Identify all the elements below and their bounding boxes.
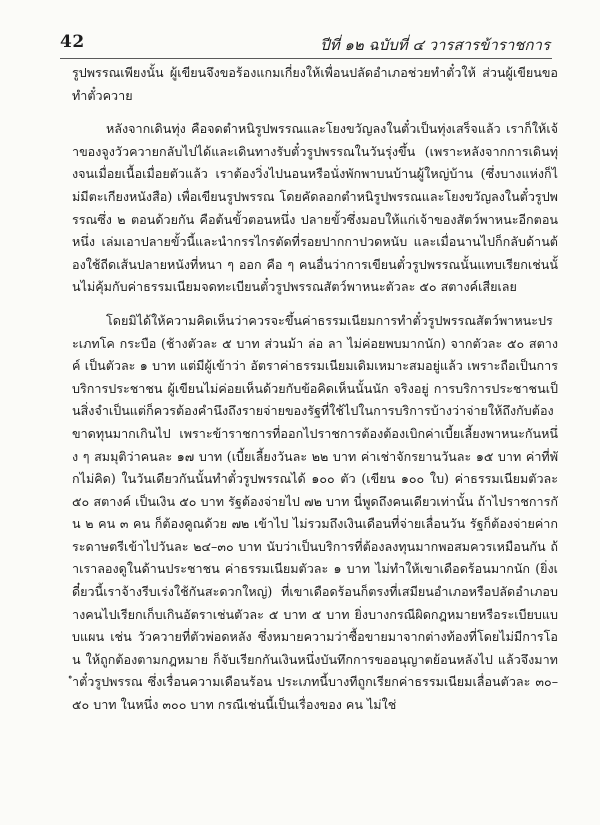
running-header — [60, 32, 550, 54]
paragraph-1: รูปพรรณเพียงนั้น ผู้เขียนจึงขอร้องแกมเกี่ยงให้เพื่อนปลัดอำเภอช่วยทำตั๋วให้ ส่วนผู้เขียนขอทำตั๋วควาย — [72, 65, 558, 103]
paragraph-3: โดยมิได้ให้ความคิดเห็นว่าควรจะขึ้นค่าธรรมเนียมการทำตั๋วรูปพรรณสัตว์พาหนะประเภทโค กระบือ (ช้างตัวละ ๕ บาท ส่วนม้า ล่อ ลา ไม่ค่อยพบมากนัก) จากตัวละ ๕๐ สตางค์ เป็นตัวละ ๑ บาท แต่มีผู้เข้าว่า อัตราค่าธรรมเนียมเดิมเหมาะสมอยู่แล้ว เพราะถือเป็นการบริการประชาชน ผู้เขียนไม่ค่อยเห็นด้วยกับข้อคิดเห็นนั้นนัก จริงอยู่ การบริการประชาชนเป็นสิ่งจำเป็นแต่ก็ควรต้องคำนึงถึงรายจ่ายของรัฐที่ใช้ไปในการบริการบ้างว่าจ่ายให้ถึงกับต้องขาดทุนมากเกินไป เพราะข้าราชการที่ออกไปราชการต้องต้องเบิกค่าเบี้ยเลี้ยงพาหนะกันหนึ่ง ๆ สมมุติว่าคนละ ๑๗ บาท (เบี้ยเลี้ยงวันละ ๒๒ บาท ค่าเช่าจักรยานวันละ ๑๕ บาท ค่าที่พักไม่คิด) ในวันเดียวกันนั้นทำตั๋วรูปพรรณได้ ๑๐๐ ตัว (เขียน ๑๐๐ ใบ) ค่าธรรมเนียมตัวละ ๕๐ สตางค์ เป็นเงิน ๕๐ บาท รัฐต้องจ่ายไป ๗๒ บาท นี่พูดถึงคนเดียวเท่านั้น ถ้าไปราชการกัน ๒ คน ๓ คน ก็ต้องคูณด้วย ๗๒ เข้าไป ไม่รวมถึงเงินเดือนที่จ่ายเลื่อนวัน รัฐก็ต้องจ่ายค่ากระดาษตรีเข้าไปวันละ ๒๔–๓๐ บาท นับว่าเป็นบริการที่ต้องลงทุนมากพอสมควรเหมือนกัน ถ้าเราลองดูในด้านประชาชน ค่าธรรมเนียมตัวละ ๑ บาท ไม่ทำให้เขาเดือดร้อนมากนัก (ยิ่งเดี๋ยวนี้เราจ้างรีบเร่งใช้กันสะดวกใหญ่) ที่เขาเดือดร้อนก็ตรงที่เสมียนอำเภอหรือปลัดอำเภอบางคนไปเรียกเก็บเกินอัตราเช่นตัวละ ๕ บาท ๕ บาท ยิ่งบางกรณีผิดกฎหมายหรือระเบียบแบบแผน เช่น วัวควายที่ตัวพ่อดหลัง ซึ่งหมายความว่าซื้อขายมาจากต่างท้องที่โดยไม่มีการโอน ให้ถูกต้องตามกฎหมาย ก็จับเรียกกันเงินหนึ่งบันทึกการขออนุญาตย้อนหลังไป แล้วจึงมาทำตั๋วรูปพรรณ ซึ่งเรื่อนความเดือนร้อน ประเภทนี้บางทีถูกเรียกค่าธรรมเนียมเลื่อนตัวละ ๓๐–๕๐ บาท ในหนึ่ง ๓๐๐ บาท กรณีเช่นนี้เป็นเรื่องของ คน ไม่ใช่ — [72, 312, 558, 713]
header-divider — [60, 58, 552, 59]
journal-title: ปีที่ ๑๒ ฉบับที่ ๔ วารสารข้าราชการ — [320, 36, 550, 54]
body-text — [72, 62, 558, 717]
paragraph-2: หลังจากเดินทุ่ง คือจดตำหนิรูปพรรณและโยงขวัญลงในตั๋วเป็นทุ่งเสร็จแล้ว เราก็ให้เจ้าของจูงวัวควายกลับไปได้และเดินทางรับตั๋วรูปพรรณในวันรุ่งขึ้น (เพราะหลังจากการเดินทุ่งจนเมื่อยเนื้อเมื่อยตัวแล้ว เราต้องวิ่งไปนอนหรือนั่งพักพาบนบ้านผู้ใหญ่บ้าน (ซึ่งบางแห่งก็ไม่มีตะเกียงหนังสือ) เพื่อเขียนรูปพรรณ โดยคัดลอกตำหนิรูปพรรณและโยงขวัญลงในตั๋วรูปพรรณซึ่ง ๒ ตอนด้วยกัน คือต้นขั้วตอนหนึ่ง ปลายขั้วซึ่งมอบให้แก่เจ้าของสัตว์พาหนะอีกตอนหนึ่ง เล่มเอาปลายขั้วนี้และนำกรรไกรตัดที่รอยปากกาปวดหนับ และเมื่อนานไปก็กลับด้านต้องใช้ถีดเส้นปลายหนังที่หนา ๆ ออก คือ ๆ คนอื่นว่าการเขียนตั๋วรูปพรรณนั้นแทบเรียกเช่นนั้นไม่คุ้มกับค่าธรรมเนียมจดทะเบียนตั๋วรูปพรรณสัตว์พาหนะตัวละ ๕๐ สตางค์เสียเลย — [72, 121, 558, 295]
page-number: 42 — [60, 32, 85, 52]
